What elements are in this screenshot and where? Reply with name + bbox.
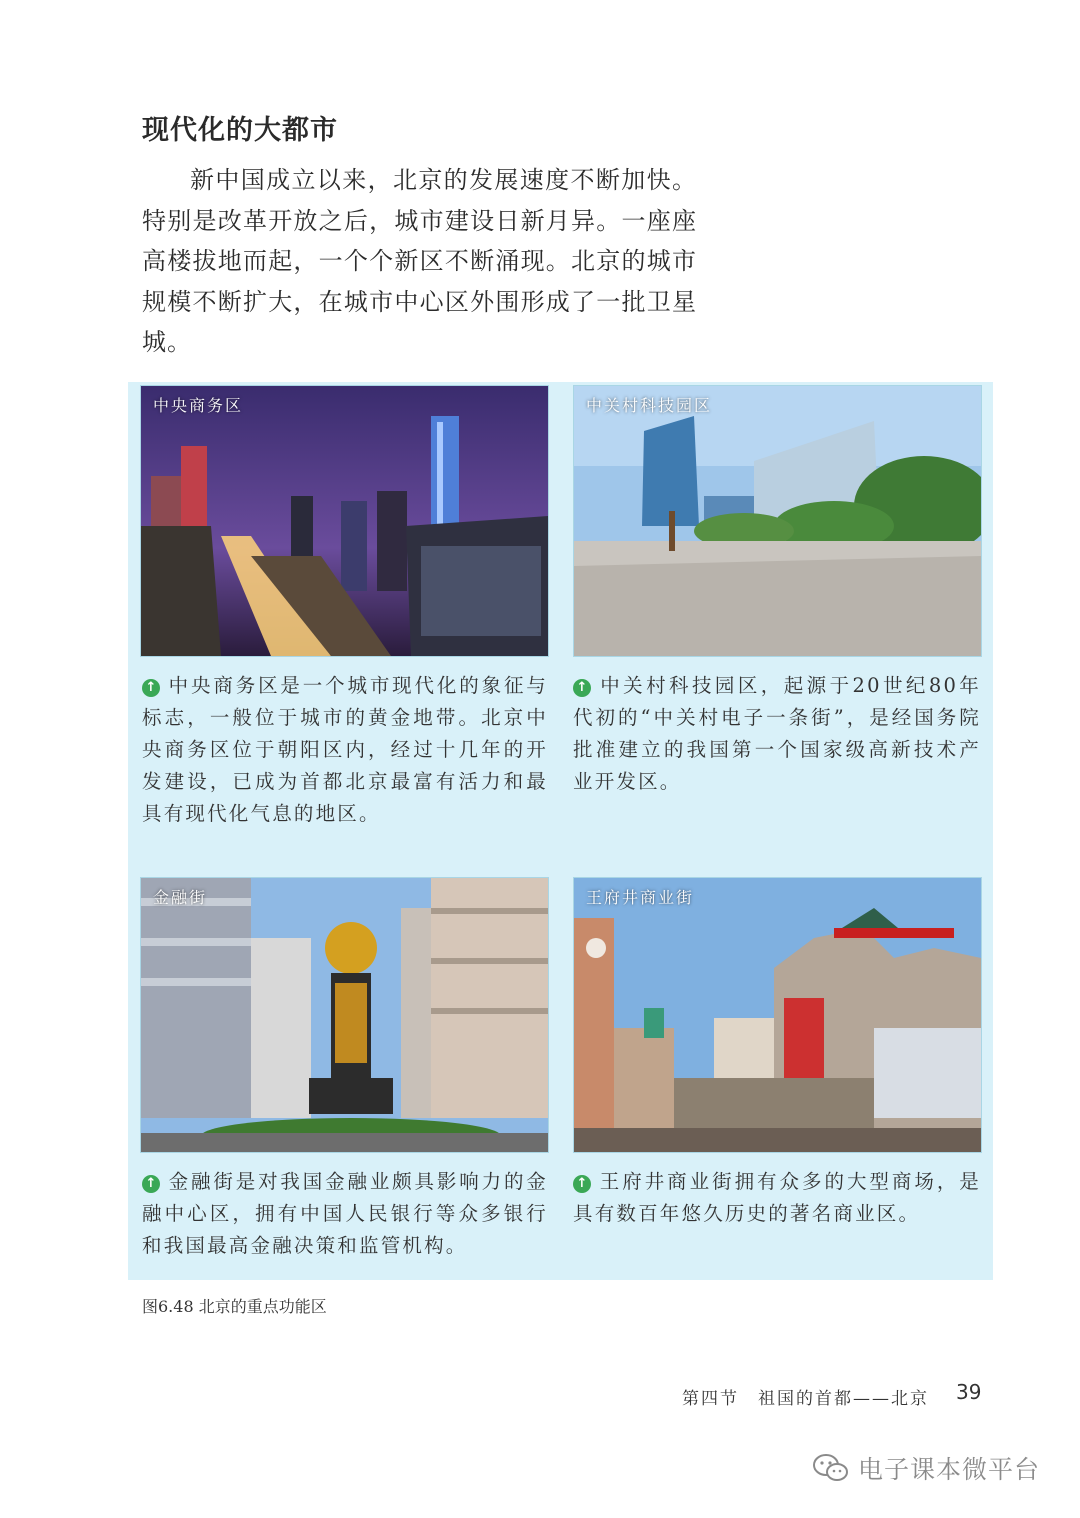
photo-label: 王府井商业街 <box>586 888 695 907</box>
watermark <box>812 1450 1040 1486</box>
watermark-text: 电子课本微平台 <box>858 1455 1041 1484</box>
up-arrow-circle-icon: ↑ <box>573 679 591 697</box>
photo-cbd <box>140 385 549 657</box>
caption-financial-street <box>142 1166 548 1262</box>
caption-text: 王府井商业街拥有众多的大型商场，是具有数百年悠久历史的著名商业区。 <box>573 1170 981 1225</box>
photo-label: 中央商务区 <box>153 396 244 415</box>
figure-caption: 图6.48 北京的重点功能区 <box>142 1297 327 1316</box>
page-number: 39 <box>956 1380 982 1404</box>
photo-financial-street <box>140 877 549 1153</box>
photo-label: 中关村科技园区 <box>586 396 713 415</box>
photo-wangfujing <box>573 877 982 1153</box>
caption-text: 中央商务区是一个城市现代化的象征与标志，一般位于城市的黄金地带。北京中央商务区位于朝阳区内，经过十几年的开发建设，已成为首都北京最富有活力和最具有现代化气息的地区。 <box>142 674 548 825</box>
up-arrow-circle-icon: ↑ <box>142 1175 160 1193</box>
section-title: 现代化的大都市 <box>142 115 338 146</box>
wangfujing-image <box>574 878 981 1152</box>
caption-zhongguancun <box>573 670 981 798</box>
intro-paragraph: 新中国成立以来，北京的发展速度不断加快。特别是改革开放之后，城市建设日新月异。一座座高楼拔地而起，一个个新区不断涌现。北京的城市规模不断扩大，在城市中心区外围形成了一批卫星城。 <box>142 166 697 356</box>
financial-street-image <box>141 878 548 1152</box>
zhongguancun-image <box>574 386 981 656</box>
photo-label: 金融街 <box>153 888 208 907</box>
caption-text: 金融街是对我国金融业颇具影响力的金融中心区，拥有中国人民银行等众多银行和我国最高金融决策和监管机构。 <box>142 1170 548 1257</box>
cbd-night-image <box>141 386 548 656</box>
caption-wangfujing <box>573 1166 981 1230</box>
caption-text: 中关村科技园区，起源于20世纪80年代初的“中关村电子一条街”，是经国务院批准建立的我国第一个国家级高新技术产业开发区。 <box>573 674 981 793</box>
caption-cbd <box>142 670 548 830</box>
wechat-icon <box>812 1453 850 1483</box>
photo-zhongguancun <box>573 385 982 657</box>
up-arrow-circle-icon: ↑ <box>142 679 160 697</box>
footer-section-title: 第四节 祖国的首都——北京 <box>682 1389 929 1409</box>
up-arrow-circle-icon: ↑ <box>573 1175 591 1193</box>
